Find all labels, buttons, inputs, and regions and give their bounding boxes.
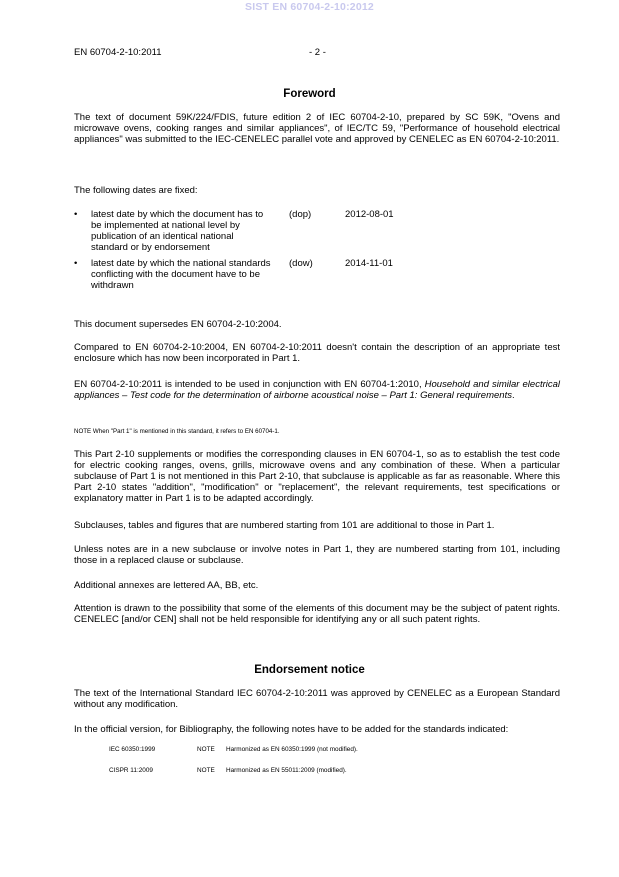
bibliography-note-text: Harmonized as EN 60350:1999 (not modified).: [226, 746, 358, 753]
bullet: •: [74, 258, 78, 269]
bibliography-note-label: NOTE: [197, 767, 215, 774]
date-row-dop: [74, 210, 560, 258]
conjunction-paragraph: [74, 380, 560, 402]
attention-paragraph: Attention is drawn to the possibility that some of the elements of this document may be the subject of patent rights. CENELEC [and/or CEN] shall not be held responsible for identifying any or all such patent rights.: [74, 603, 560, 625]
foreword-intro: The text of document 59K/224/FDIS, future edition 2 of IEC 60704-2-10, prepared by SC 59K, "Ovens and microwave ovens, cooking ranges and similar appliances", of IEC/TC 59, "Performance of household electrical appliances" was submitted to the IEC-CENELEC parallel vote and approved by CENELEC as EN 60704-2-10:2011.: [74, 112, 560, 145]
part1-note: NOTE When "Part 1" is mentioned in this standard, it refers to EN 60704-1.: [74, 428, 280, 435]
bibliography-standard: IEC 60350:1999: [109, 746, 156, 753]
subclauses-paragraph: Subclauses, tables and figures that are numbered starting from 101 are additional to those in Part 1.: [74, 520, 495, 531]
dates-intro: The following dates are fixed:: [74, 185, 198, 196]
supersedes-paragraph: This document supersedes EN 60704-2-10:2004.: [74, 319, 282, 330]
conjunction-end: .: [511, 389, 515, 401]
date-row-date: 2014-11-01: [345, 258, 393, 269]
endorsement-text: The text of the International Standard IEC 60704-2-10:2011 was approved by CENELEC as a European Standard without any modification.: [74, 688, 560, 710]
bibliography-note-text: Harmonized as EN 55011:2009 (modified).: [226, 767, 347, 774]
annexes-paragraph: Additional annexes are lettered AA, BB, etc.: [74, 580, 259, 591]
compared-paragraph: Compared to EN 60704-2-10:2004, EN 60704-2-10:2011 doesn't contain the description of an appropriate test enclosure which has now been incorporated in Part 1.: [74, 342, 560, 364]
bibliography-standard: CISPR 11:2009: [109, 767, 153, 774]
watermark: SIST EN 60704-2-10:2012: [245, 1, 374, 13]
date-row-code: (dow): [289, 258, 313, 269]
date-row-text: latest date by which the document has to be implemented at national level by publication of an identical national standard or by endorsement: [91, 209, 264, 253]
conjunction-title: Household and similar electrical appliances – Test code for the determination of airborne acoustical noise – Part 1: General requirements: [74, 379, 560, 401]
date-row-date: 2012-08-01: [345, 209, 394, 220]
bibliography-intro: In the official version, for Bibliography, the following notes have to be added for the standards indicated:: [74, 724, 509, 735]
foreword-heading: Foreword: [283, 88, 336, 100]
conjunction-text: EN 60704-2-10:2011 is intended to be used in conjunction with EN 60704-1:2010,: [74, 379, 425, 390]
date-row-text: latest date by which the national standards conflicting with the document have to be withdrawn: [91, 258, 271, 291]
date-row-dow: [74, 259, 560, 295]
endorsement-heading: Endorsement notice: [254, 664, 365, 676]
notes-numbering-paragraph: Unless notes are in a new subclause or involve notes in Part 1, they are numbered starting from 101, including those in a replaced clause or subclause.: [74, 544, 560, 566]
bibliography-note-label: NOTE: [197, 746, 215, 753]
header-page-number: - 2 -: [309, 47, 326, 58]
part210-paragraph: This Part 2-10 supplements or modifies the corresponding clauses in EN 60704-1, so as to establish the test code for electric cooking ranges, ovens, grills, microwave ovens and any combination of these. When a particular subclause of Part 1 is not mentioned in this Part 2-10, that subclause is applicable as far as reasonable. Where this Part 2-10 states "addition", "modification" or "replacement", the relevant requirements, test specifications or explanatory matter in Part 1 is to be adapted accordingly.: [74, 449, 560, 504]
date-row-code: (dop): [289, 209, 312, 220]
bullet: •: [74, 209, 78, 220]
header-doc-id: EN 60704-2-10:2011: [74, 47, 162, 58]
